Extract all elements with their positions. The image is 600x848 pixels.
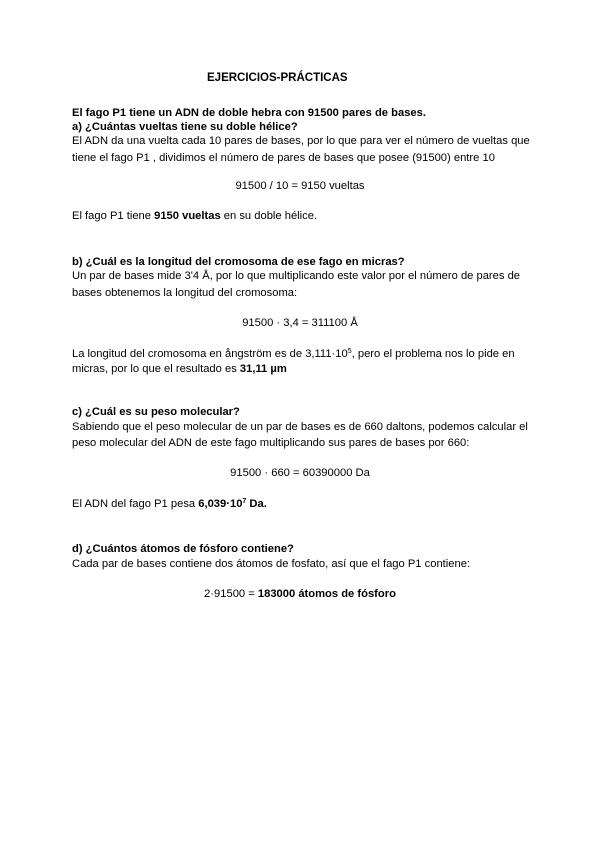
result-b-bold: 31,11 µm xyxy=(239,363,287,375)
problem-statement: El fago P1 tiene un ADN de doble hebra con 91500 pares de bases. xyxy=(72,107,426,119)
result-a-bold: 9150 vueltas xyxy=(154,210,221,222)
answer-a-line2: tiene el fago P1 , dividimos el número de pares de bases que posee (91500) entre 10 xyxy=(72,152,495,164)
result-b-line2-pre: micras, por lo que el resultado es xyxy=(72,363,240,375)
result-b-line1 xyxy=(72,347,515,361)
question-c: c) ¿Cuál es su peso molecular? xyxy=(72,406,240,418)
equation-d-pre: 2·91500 = xyxy=(204,588,258,600)
question-b: b) ¿Cuál es la longitud del cromosoma de ese fago en micras? xyxy=(72,256,405,268)
answer-c-line2: peso molecular del ADN de este fago multiplicando sus pares de bases por 660: xyxy=(72,437,470,449)
result-a-post: en su doble hélice. xyxy=(220,210,318,222)
result-c-exponent: 7 xyxy=(242,498,247,505)
answer-d-line1: Cada par de bases contiene dos átomos de fosfato, así que el fago P1 contiene: xyxy=(72,558,471,570)
question-a: a) ¿Cuántas vueltas tiene su doble hélice? xyxy=(72,121,298,133)
equation-b: 91500 · 3,4 = 311100 Å xyxy=(242,317,358,329)
result-c-bold-base: 6,039·10 xyxy=(198,498,243,510)
result-b-line2 xyxy=(72,362,287,376)
answer-a-line1: El ADN da una vuelta cada 10 pares de bases, por lo que para ver el número de vueltas que xyxy=(72,135,530,147)
equation-a: 91500 / 10 = 9150 vueltas xyxy=(235,180,365,192)
result-b-line1-post: , pero el problema nos lo pide en xyxy=(351,348,515,360)
result-a xyxy=(72,209,317,223)
equation-d xyxy=(0,587,600,601)
result-c-bold-post: Da. xyxy=(246,498,267,510)
question-d: d) ¿Cuántos átomos de fósforo contiene? xyxy=(72,543,294,555)
equation-c: 91500 · 660 = 60390000 Da xyxy=(230,467,370,479)
page-title: EJERCICIOS-PRÁCTICAS xyxy=(207,72,348,84)
answer-b-line2: bases obtenemos la longitud del cromosoma: xyxy=(72,287,298,299)
result-a-pre: El fago P1 tiene xyxy=(72,210,155,222)
equation-d-bold: 183000 átomos de fósforo xyxy=(257,588,396,600)
result-b-exponent: 5 xyxy=(347,348,352,355)
result-c-pre: El ADN del fago P1 pesa xyxy=(72,498,199,510)
answer-b-line1: Un par de bases mide 3'4 Å, por lo que multiplicando este valor por el número de pares de xyxy=(72,270,521,282)
answer-c-line1: Sabiendo que el peso molecular de un par de bases es de 660 daltons, podemos calcular el xyxy=(72,421,528,433)
result-b-line1-pre: La longitud del cromosoma en ångström es de 3,111·10 xyxy=(72,348,348,360)
result-c xyxy=(72,497,267,511)
